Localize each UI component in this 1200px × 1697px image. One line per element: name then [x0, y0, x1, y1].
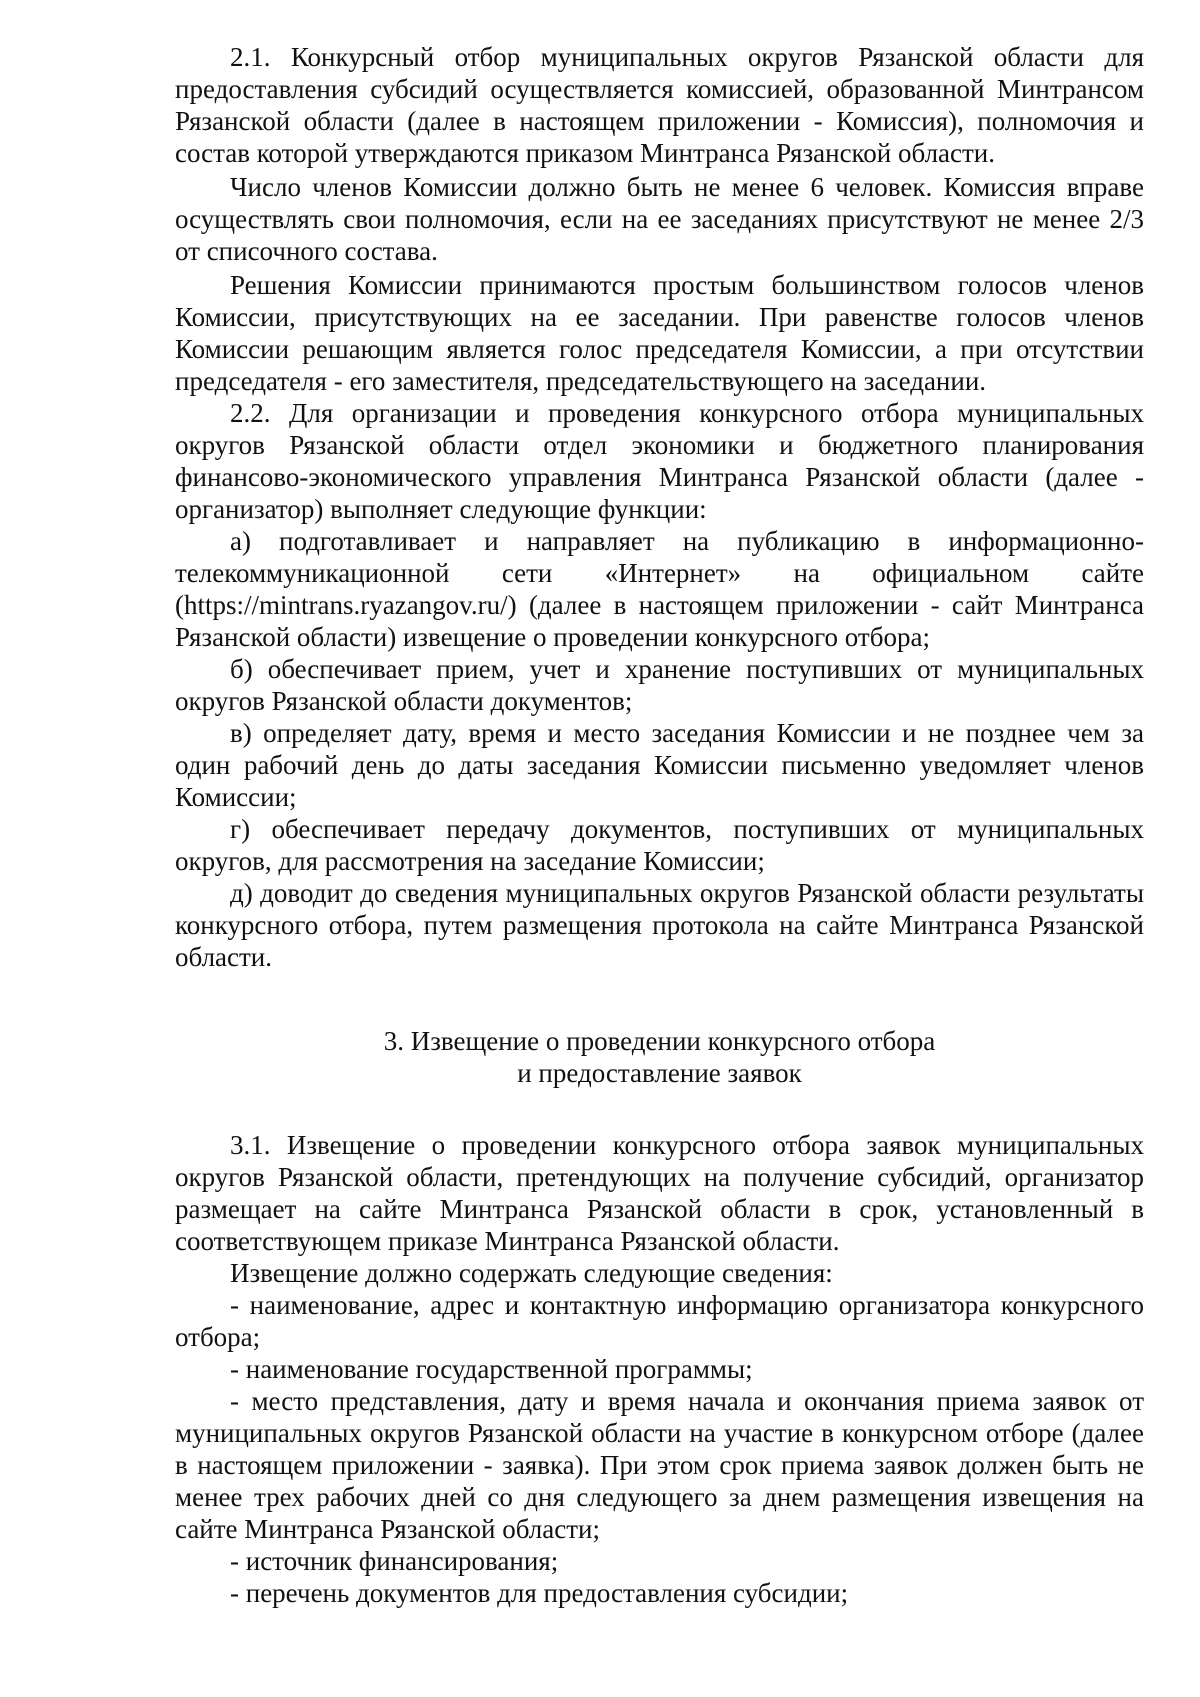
list-item-g: г) обеспечивает передачу документов, поступивших от муниципальных округов, для рассмотрения на заседание Комиссии;: [175, 814, 1144, 876]
list-item-b: б) обеспечивает прием, учет и хранение поступивших от муниципальных округов Рязанской области документов;: [175, 654, 1144, 716]
paragraph-2-2: 2.2. Для организации и проведения конкурсного отбора муниципальных округов Рязанской области отдел экономики и бюджетного планирования финансово-экономического управления Минтранса Рязанской области (далее - организатор) выполняет следующие функции:: [175, 398, 1144, 524]
list-item-a: а) подготавливает и направляет на публикацию в информационно-телекоммуникационной сети «Интернет» на официальном сайте (https://mintrans.ryazangov.ru/) (далее в настоящем приложении - сайт Минтранса Рязанской области) извещение о проведении конкурсного отбора;: [175, 526, 1144, 652]
list-item-v: в) определяет дату, время и место заседания Комиссии и не позднее чем за один рабочий день до даты заседания Комиссии письменно уведомляет членов Комиссии;: [175, 718, 1144, 812]
paragraph-commission-size: Число членов Комиссии должно быть не менее 6 человек. Комиссия вправе осуществлять свои полномочия, если на ее заседаниях присутствуют не менее 2/3 от списочного состава.: [175, 172, 1144, 266]
paragraph-notice-contents: Извещение должно содержать следующие сведения:: [230, 1258, 833, 1288]
paragraph-3-1: 3.1. Извещение о проведении конкурсного отбора заявок муниципальных округов Рязанской области, претендующих на получение субсидий, организатор размещает на сайте Минтранса Рязанской области в срок, установленный в соответствующем приказе Минтранса Рязанской области.: [175, 1130, 1144, 1256]
paragraph-2-1: 2.1. Конкурсный отбор муниципальных округов Рязанской области для предоставления субсидий осуществляется комиссией, образованной Минтрансом Рязанской области (далее в настоящем приложении - Комиссия), полномочия и состав которой утверждаются приказом Минтранса Рязанской области.: [175, 42, 1144, 168]
section-3-heading-line1: 3. Извещение о проведении конкурсного отбора: [383, 1026, 936, 1056]
list-item-program-name: - наименование государственной программы;: [230, 1354, 753, 1384]
paragraph-commission-decisions: Решения Комиссии принимаются простым большинством голосов членов Комиссии, присутствующих на ее заседании. При равенстве голосов членов Комиссии решающим является голос председателя Комиссии, а при отсутствии председателя - его заместителя, председательствующего на заседании.: [175, 270, 1144, 396]
list-item-organizer-info: - наименование, адрес и контактную информацию организатора конкурсного отбора;: [175, 1290, 1144, 1352]
section-3-heading-line2: и предоставление заявок: [517, 1058, 802, 1088]
list-item-submission-place: - место представления, дату и время начала и окончания приема заявок от муниципальных округов Рязанской области на участие в конкурсном отборе (далее в настоящем приложении - заявка). При этом срок приема заявок должен быть не менее трех рабочих дней со дня следующего за днем размещения извещения на сайте Минтранса Рязанской области;: [175, 1386, 1144, 1544]
list-item-d: д) доводит до сведения муниципальных округов Рязанской области результаты конкурсного отбора, путем размещения протокола на сайте Минтранса Рязанской области.: [175, 878, 1144, 972]
section-3-heading: [175, 1025, 1144, 1089]
list-item-documents-list: - перечень документов для предоставления субсидии;: [230, 1578, 849, 1608]
list-item-funding-source: - источник финансирования;: [230, 1546, 559, 1576]
